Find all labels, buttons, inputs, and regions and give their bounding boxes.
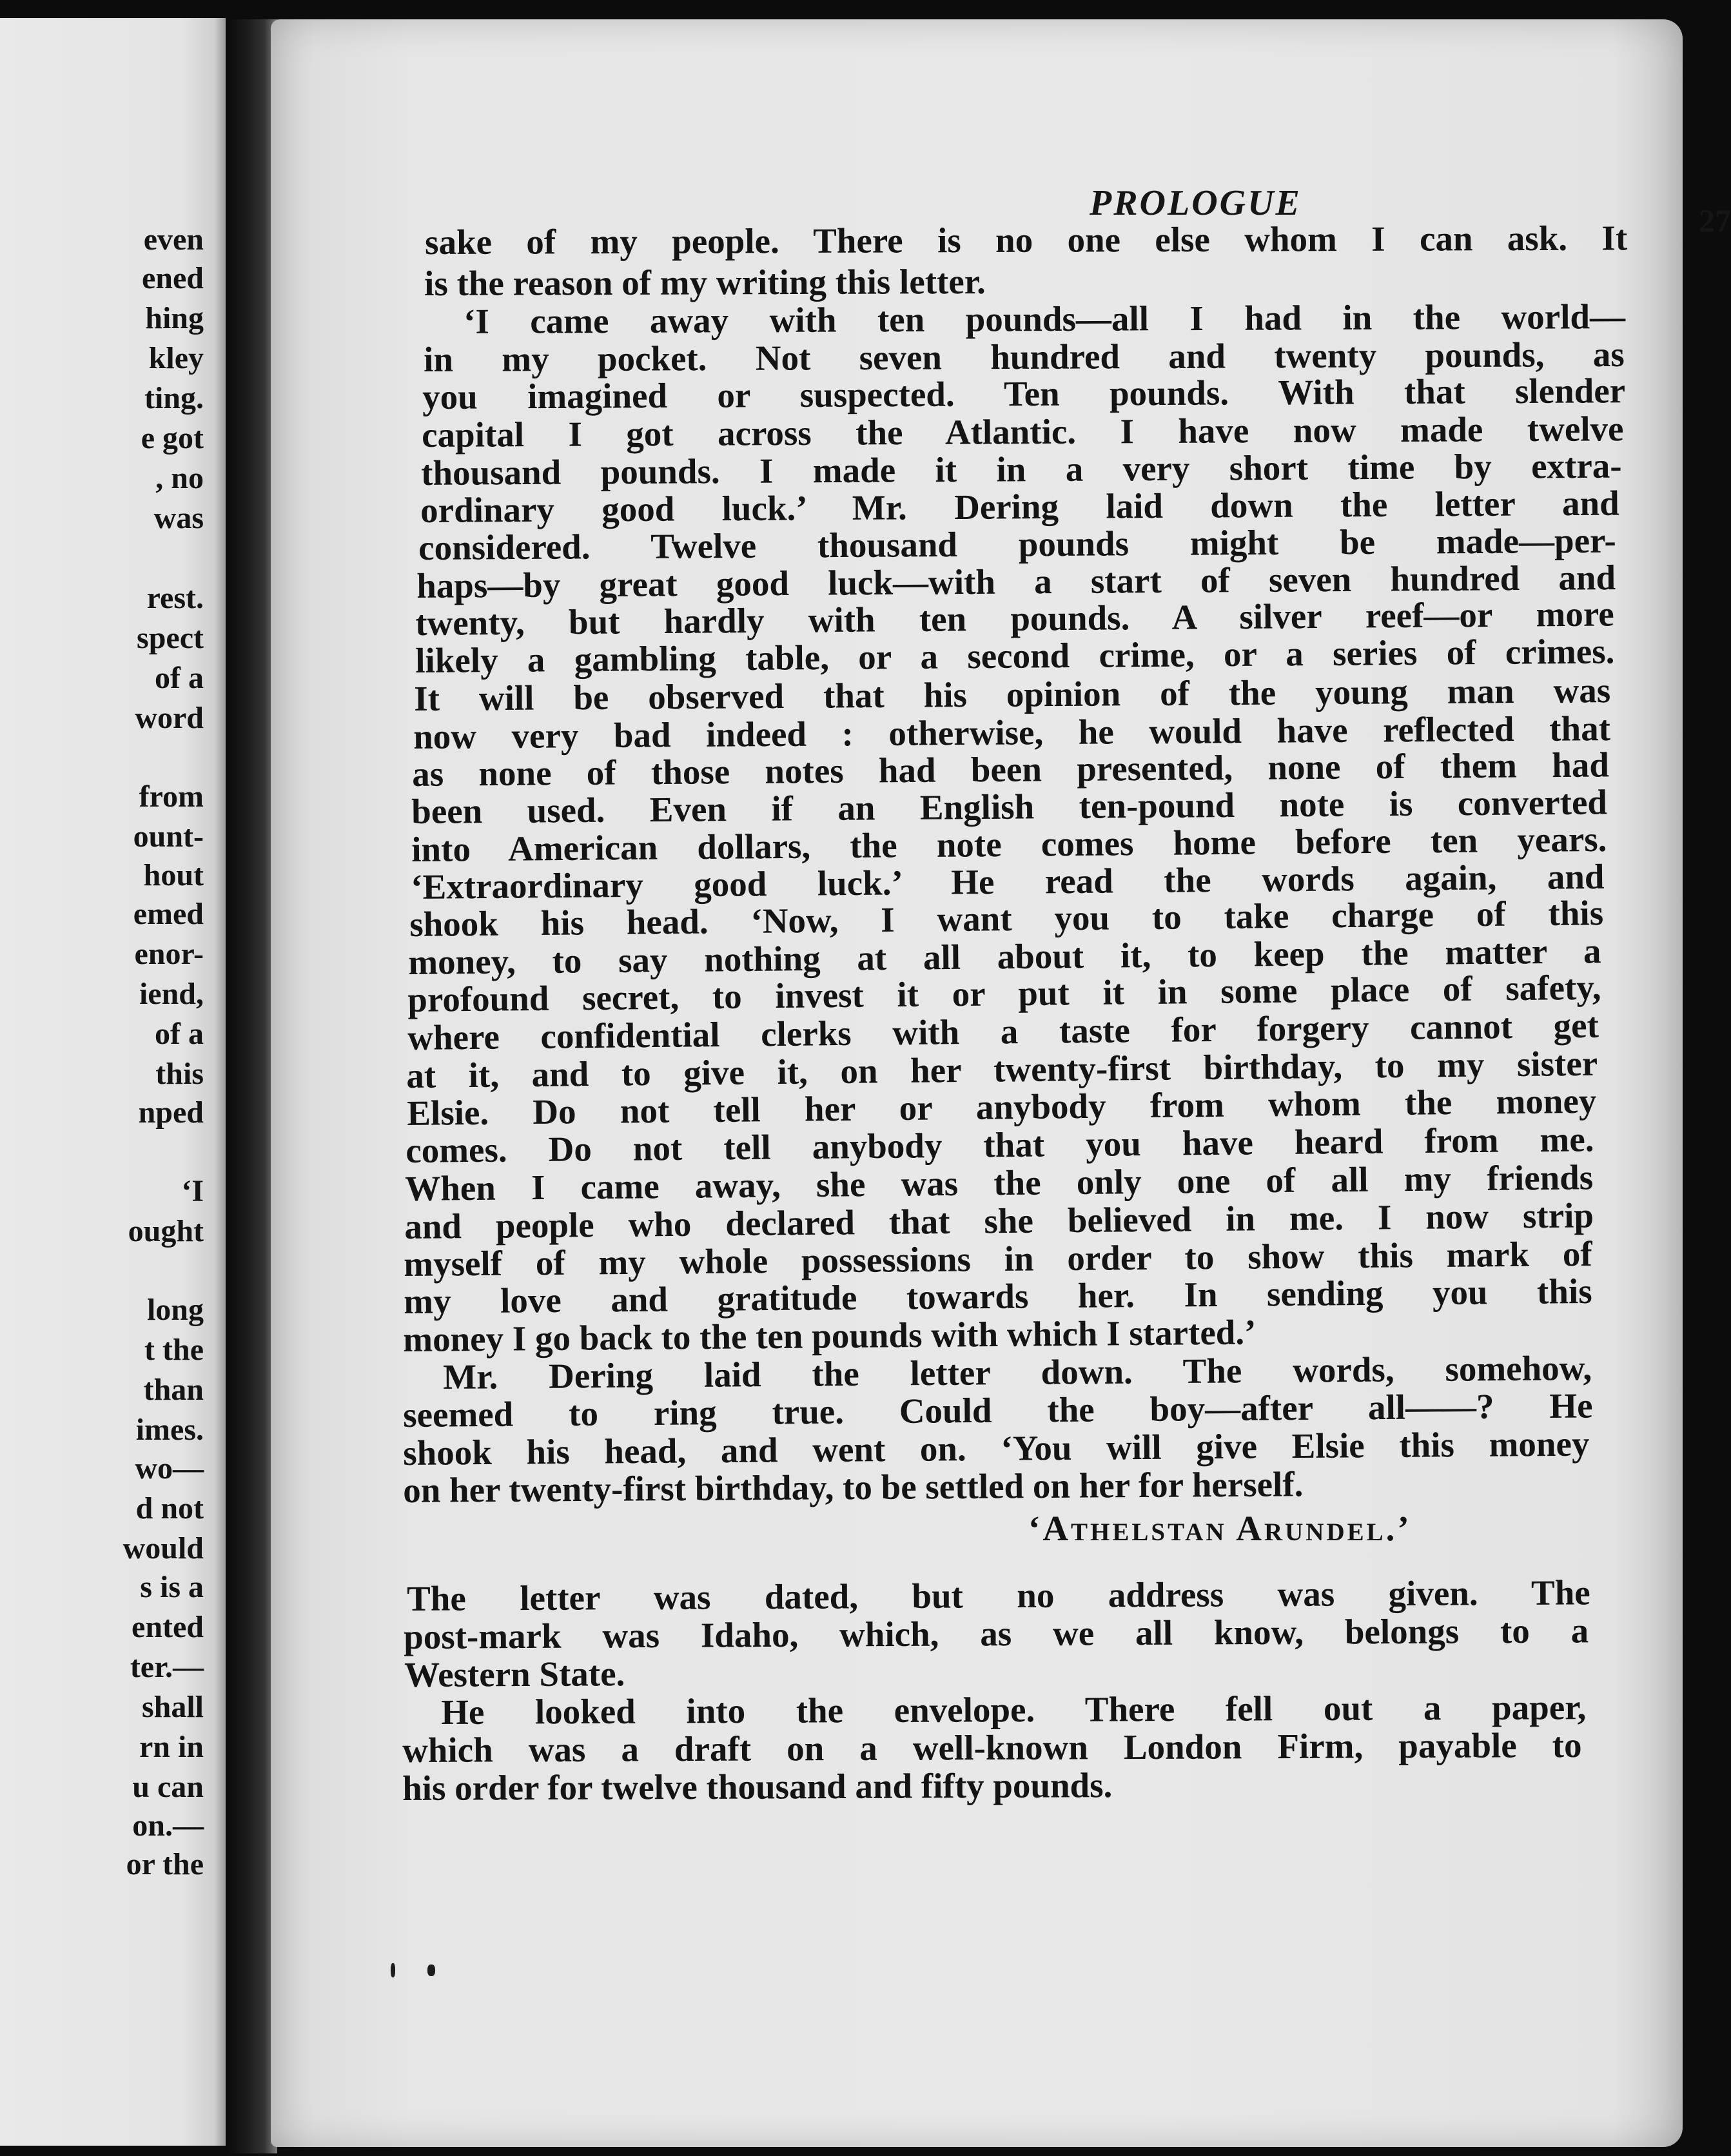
previous-page-line: than	[143, 1373, 204, 1407]
text-line: money, to say nothing at all about it, to keep the matter a	[407, 931, 1601, 982]
previous-page-line: , no	[155, 461, 204, 495]
text-line: his order for twelve thousand and fifty pounds.	[402, 1765, 1113, 1808]
text-line: comes. Do not tell anybody that you have heard from me.	[405, 1119, 1594, 1170]
previous-page-line: long	[146, 1293, 204, 1327]
previous-page-line: e got	[141, 421, 204, 455]
text-line: twenty, but hardly with ten pounds. A silver reef—or more	[415, 594, 1614, 643]
page-number: 27	[1699, 202, 1731, 239]
previous-page-line: nped	[138, 1095, 204, 1130]
text-line: ‘Athelstan Arundel.’	[1028, 1509, 1412, 1548]
previous-page-line: spect	[137, 621, 204, 655]
previous-page-line: would	[122, 1531, 204, 1565]
text-line: in my pocket. Not seven hundred and twenty pounds, as	[423, 334, 1625, 379]
previous-page-line: ented	[132, 1610, 204, 1644]
previous-page-line: kley	[148, 341, 204, 375]
text-line: at it, and to give it, on her twenty-first birthday, to my sister	[406, 1043, 1598, 1095]
previous-page-line: t the	[144, 1333, 204, 1367]
text-line: myself of my whole possessions in order to show this mark of	[403, 1233, 1592, 1284]
text-line: now very bad indeed : otherwise, he would have reflected that	[413, 709, 1611, 756]
book-page	[271, 19, 1731, 2147]
previous-page-line: ‘I	[181, 1174, 204, 1208]
previous-page-line: even	[143, 222, 204, 257]
text-line: shook his head. ‘Now, I want you to take charge of this	[409, 893, 1604, 944]
text-line: my love and gratitude towards her. In sending you this	[403, 1271, 1592, 1321]
previous-page-fragment	[0, 18, 226, 2146]
text-line: shook his head, and went on. ‘You will give Elsie this money	[402, 1424, 1590, 1473]
text-line: haps—by great good luck—with a start of seven hundred and	[416, 558, 1616, 605]
text-line: Western State.	[404, 1654, 625, 1694]
text-line: capital I got across the Atlantic. I have now made twelve	[421, 409, 1624, 455]
previous-page-line: d not	[135, 1491, 204, 1525]
previous-page-line: ting.	[144, 381, 204, 415]
previous-page-line: on.—	[132, 1808, 204, 1843]
text-line: on her twenty-first birthday, to be settled on her for herself.	[402, 1464, 1304, 1510]
text-line: post-mark was Idaho, which, as we all know, belongs to a	[403, 1611, 1589, 1656]
text-line: profound secret, to invest it or put it in some place of safety,	[407, 967, 1601, 1019]
text-line: When I came away, she was the only one of all my friends	[404, 1157, 1594, 1208]
previous-page-line: shall	[141, 1690, 204, 1724]
text-line: seemed to ring true. Could the boy—after all——? He	[402, 1386, 1593, 1435]
previous-page-line: rest.	[146, 581, 204, 615]
text-line: He looked into the envelope. There fell out a paper,	[440, 1687, 1587, 1732]
text-line: and people who declared that she believed in me. I now strip	[404, 1195, 1594, 1246]
text-line: ‘Extraordinary good luck.’ He read the words again, and	[410, 856, 1605, 906]
ink-speck	[391, 1963, 395, 1977]
text-line: money I go back to the ten pounds with which I started.’	[402, 1312, 1257, 1359]
ink-speck	[427, 1965, 435, 1976]
book-gutter	[226, 19, 277, 2153]
previous-page-line: s is a	[140, 1570, 204, 1604]
previous-page-line: emed	[133, 897, 204, 931]
previous-page-line: imes.	[135, 1413, 204, 1447]
previous-page-line: u can	[132, 1770, 204, 1804]
previous-page-line: word	[135, 701, 204, 735]
previous-page-line: from	[139, 779, 204, 814]
previous-page-line: wo—	[135, 1451, 204, 1485]
text-line: been used. Even if an English ten-pound note is converted	[411, 782, 1608, 831]
text-line: sake of my people. There is no one else whom I can ask. It	[424, 218, 1628, 262]
text-line: you imagined or suspected. Ten pounds. With that slender	[422, 371, 1626, 416]
text-line: ordinary good luck.’ Mr. Dering laid down the letter and	[420, 483, 1619, 530]
previous-page-line: hout	[143, 858, 204, 892]
text-line: as none of those notes had been presented, none of them had	[411, 745, 1610, 794]
text-line: into American dollars, the note comes home before ten years.	[411, 819, 1607, 869]
previous-page-line: enor-	[134, 937, 204, 971]
previous-page-line: ened	[142, 261, 204, 295]
text-line: considered. Twelve thousand pounds might be made—per-	[418, 520, 1616, 567]
text-line: Elsie. Do not tell her or anybody from whom the money	[406, 1081, 1597, 1133]
text-line: Mr. Dering laid the letter down. The words, somehow,	[442, 1348, 1592, 1396]
previous-page-line: hing	[145, 301, 204, 335]
previous-page-line: ount-	[133, 819, 204, 854]
text-line: ‘I came away with ten pounds—all I had in the world—	[463, 297, 1626, 341]
previous-page-line: this	[155, 1057, 204, 1091]
previous-page-line: of a	[155, 1017, 204, 1051]
previous-page-line: was	[153, 501, 204, 535]
text-line: is the reason of my writing this letter.	[424, 261, 986, 303]
previous-page-line: of a	[155, 661, 204, 695]
previous-page-line: ought	[128, 1214, 204, 1248]
text-line: thousand pounds. I made it in a very short time by extra-	[420, 446, 1622, 493]
text-line: It will be observed that his opinion of the young man was	[413, 671, 1611, 718]
previous-page-line: or the	[126, 1847, 204, 1881]
previous-page-line: iend,	[139, 977, 204, 1011]
text-line: where confidential clerks with a taste for forgery cannot get	[407, 1005, 1599, 1057]
running-head: PROLOGUE	[1090, 183, 1302, 223]
text-line: which was a draft on a well-known London Firm, payable to	[402, 1725, 1582, 1770]
text-line: likely a gambling table, or a second crime, or a series of crimes.	[415, 631, 1615, 680]
previous-page-line: rn in	[139, 1730, 204, 1764]
previous-page-line: ter.—	[130, 1650, 204, 1684]
text-line: The letter was dated, but no address was given. The	[406, 1573, 1590, 1618]
